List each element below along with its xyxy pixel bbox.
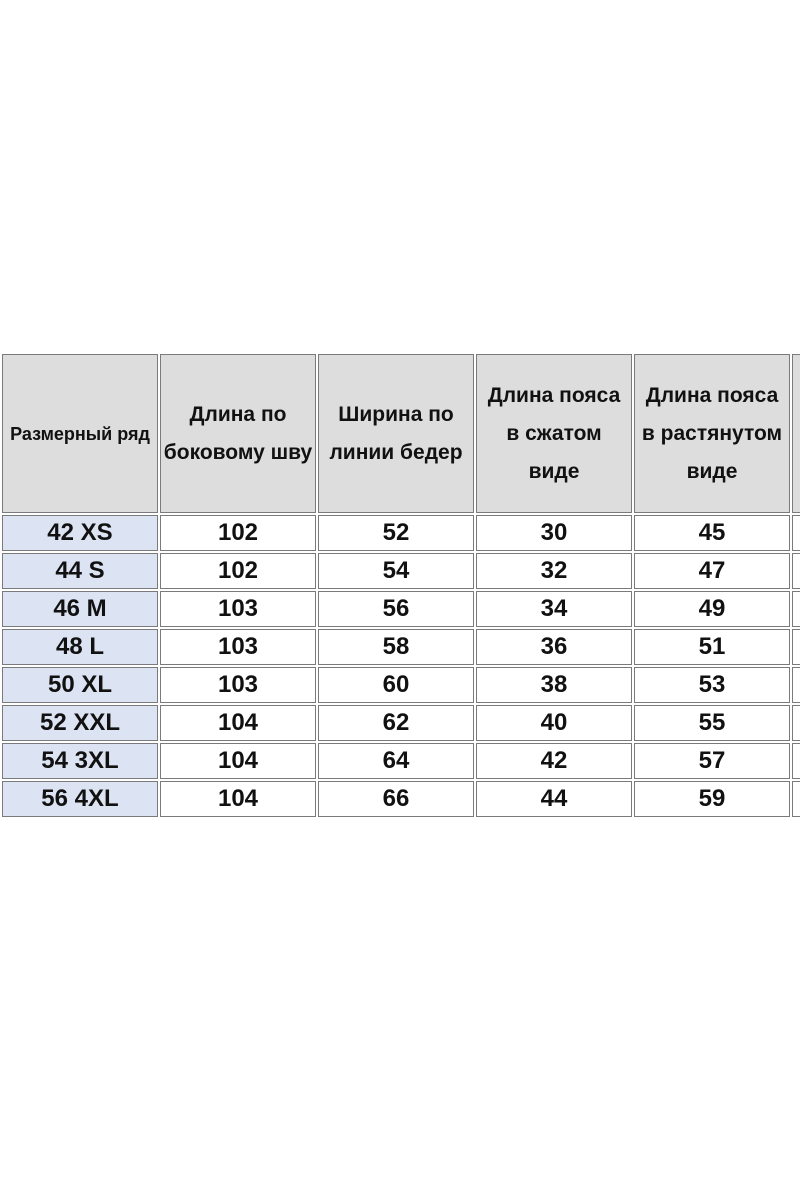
side-seam-cell: 104	[160, 743, 316, 779]
size-table	[0, 352, 800, 819]
header-cell-hip-width	[318, 354, 474, 513]
table-row	[2, 629, 800, 665]
side-seam-cell: 104	[160, 705, 316, 741]
waistband-relaxed-cell: 40	[476, 705, 632, 741]
hip-width-cell: 60	[318, 667, 474, 703]
waistband-relaxed-cell: 36	[476, 629, 632, 665]
waistband-stretched-cell: 59	[634, 781, 790, 817]
waistband-relaxed-cell: 42	[476, 743, 632, 779]
waistband-relaxed-cell: 38	[476, 667, 632, 703]
side-seam-cell: 102	[160, 553, 316, 589]
size-cell: 56 4XL	[2, 781, 158, 817]
hip-width-cell: 64	[318, 743, 474, 779]
header-cell-size-range	[2, 354, 158, 513]
table-row	[2, 515, 800, 551]
hip-width-cell: 54	[318, 553, 474, 589]
header-label: Ширина по линии бедер	[329, 402, 463, 464]
header-label: Длина пояса в сжатом виде	[487, 383, 621, 483]
waistband-stretched-cell: 55	[634, 705, 790, 741]
side-seam-cell: 103	[160, 667, 316, 703]
side-seam-cell: 104	[160, 781, 316, 817]
waistband-relaxed-cell: 34	[476, 591, 632, 627]
hip-width-cell: 66	[318, 781, 474, 817]
size-cell: 42 XS	[2, 515, 158, 551]
table-row	[2, 743, 800, 779]
table-row	[2, 781, 800, 817]
header-label: Длина по боковому шву	[163, 402, 313, 464]
size-cell: 48 L	[2, 629, 158, 665]
size-cell: 52 XXL	[2, 705, 158, 741]
side-seam-cell: 102	[160, 515, 316, 551]
hip-width-cell: 62	[318, 705, 474, 741]
side-seam-cell: 103	[160, 591, 316, 627]
size-cell: 44 S	[2, 553, 158, 589]
waistband-relaxed-cell: 32	[476, 553, 632, 589]
table-row	[2, 553, 800, 589]
size-cell: 54 3XL	[2, 743, 158, 779]
header-cell-side-seam-length	[160, 354, 316, 513]
hip-width-cell: 52	[318, 515, 474, 551]
header-label: Размерный ряд	[10, 423, 150, 444]
waistband-stretched-cell: 49	[634, 591, 790, 627]
header-cell-waistband-relaxed	[476, 354, 632, 513]
cropped-cell	[792, 705, 800, 741]
table-row	[2, 705, 800, 741]
cropped-cell	[792, 591, 800, 627]
waistband-stretched-cell: 47	[634, 553, 790, 589]
side-seam-cell: 103	[160, 629, 316, 665]
size-chart	[0, 352, 800, 844]
table-row	[2, 591, 800, 627]
waistband-relaxed-cell: 44	[476, 781, 632, 817]
hip-width-cell: 56	[318, 591, 474, 627]
cropped-cell	[792, 743, 800, 779]
hip-width-cell: 58	[318, 629, 474, 665]
waistband-stretched-cell: 51	[634, 629, 790, 665]
header-cell-waistband-stretched	[634, 354, 790, 513]
waistband-relaxed-cell: 30	[476, 515, 632, 551]
waistband-stretched-cell: 53	[634, 667, 790, 703]
waistband-stretched-cell: 45	[634, 515, 790, 551]
cropped-cell	[792, 667, 800, 703]
size-cell: 50 XL	[2, 667, 158, 703]
cropped-cell	[792, 515, 800, 551]
cropped-cell	[792, 781, 800, 817]
header-row	[2, 354, 800, 513]
cropped-cell	[792, 629, 800, 665]
header-label: Длина пояса в растянутом виде	[641, 383, 783, 483]
waistband-stretched-cell: 57	[634, 743, 790, 779]
header-cell-cropped	[792, 354, 800, 513]
table-row	[2, 667, 800, 703]
size-cell: 46 M	[2, 591, 158, 627]
cropped-cell	[792, 553, 800, 589]
